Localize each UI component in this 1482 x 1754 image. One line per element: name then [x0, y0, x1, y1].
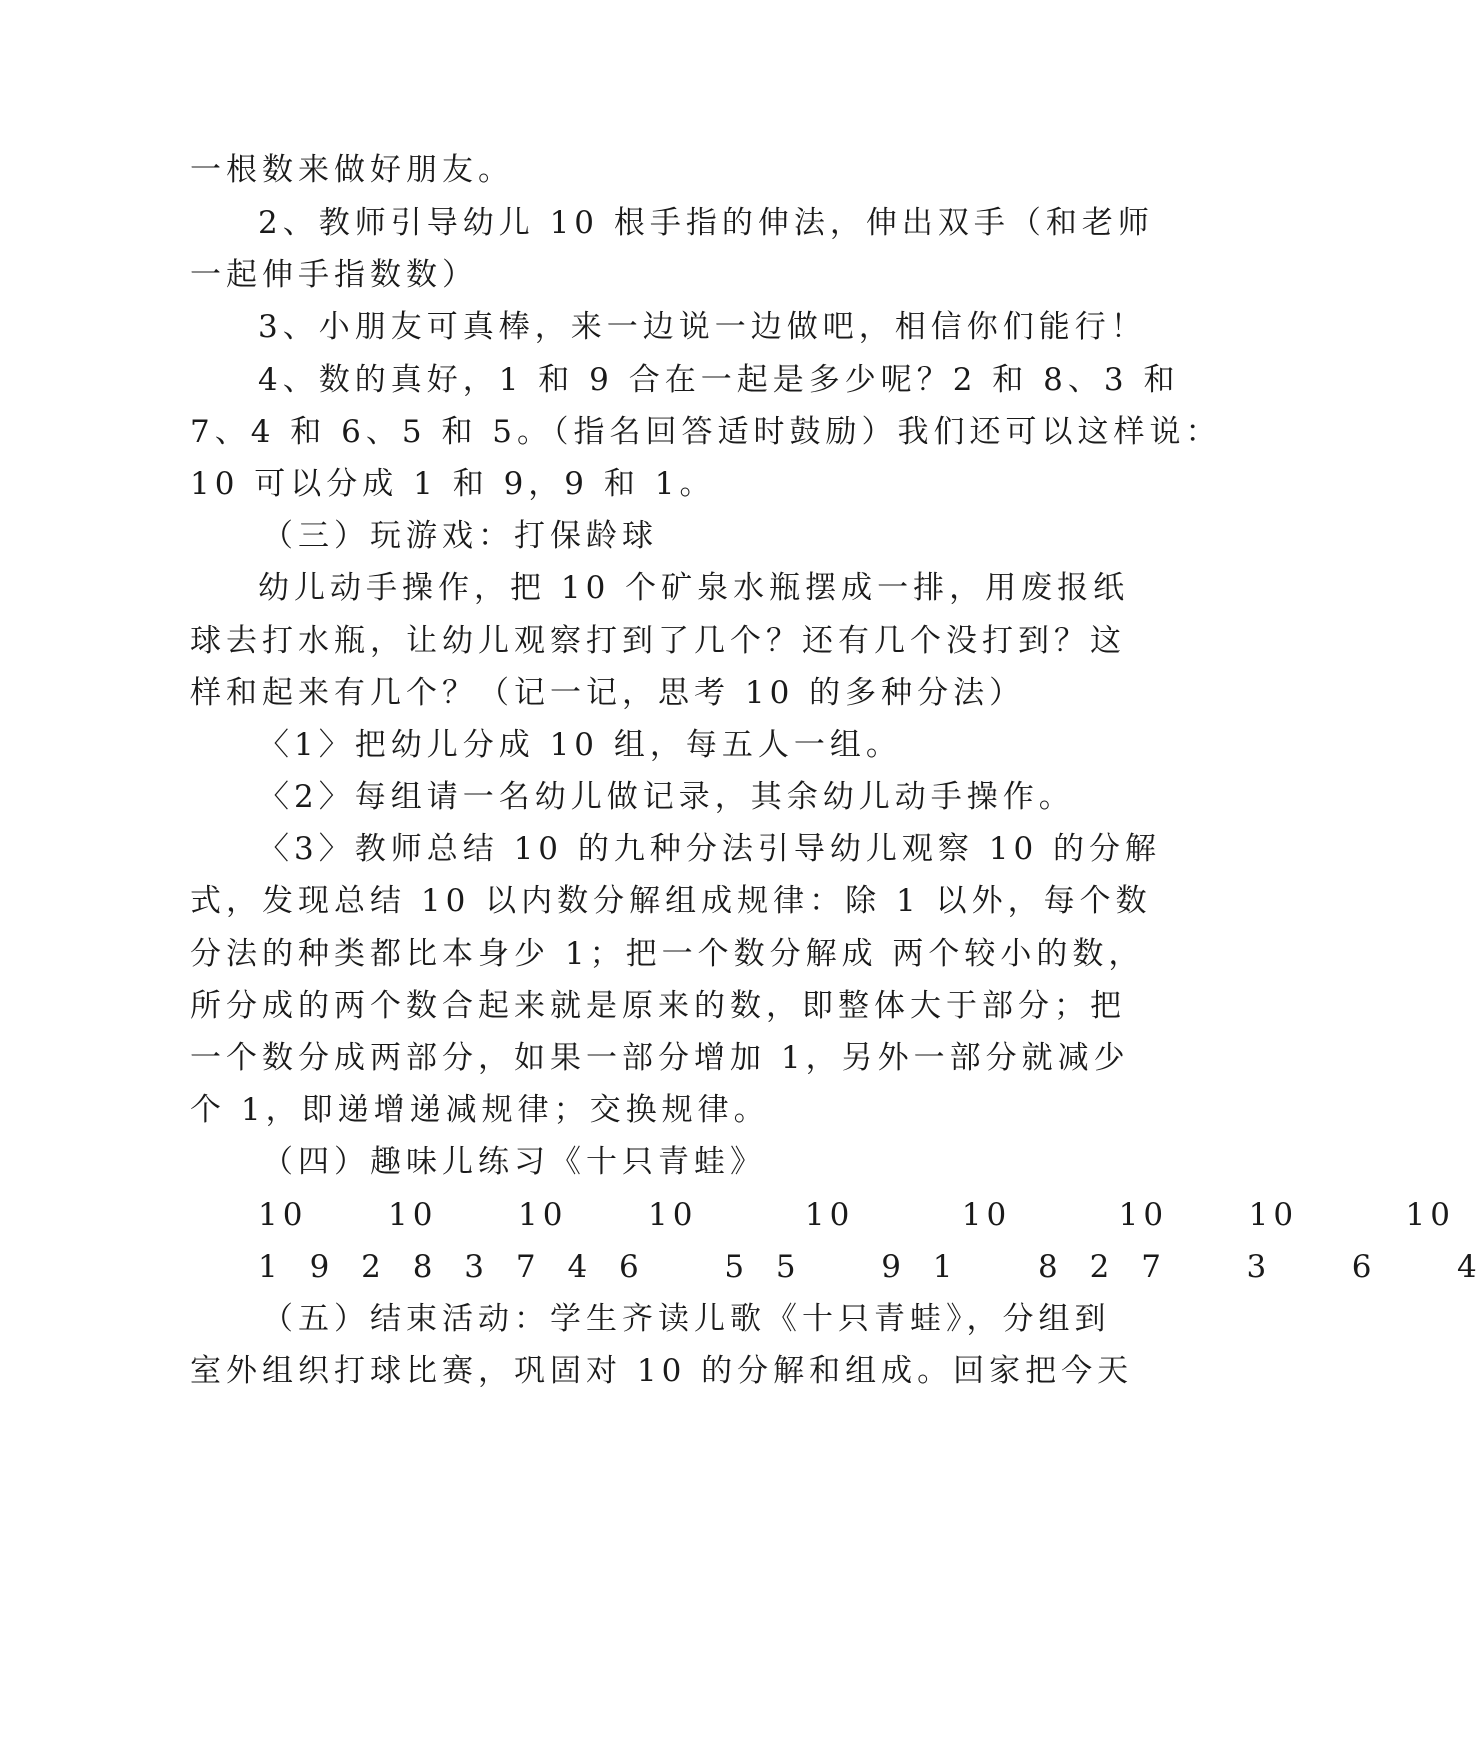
text-line: 一根数来做好朋友。 — [190, 152, 514, 188]
text-line: 室外组织打球比赛，巩固对 10 的分解和组成。回家把今天 — [190, 1353, 1134, 1389]
text-line: 一个数分成两部分，如果一部分增加 1，另外一部分就减少 — [190, 1040, 1130, 1076]
section-heading: （五）结束活动：学生齐读儿歌《十只青蛙》，分组到 — [262, 1301, 1111, 1337]
text-line: 个 1，即递增递减规律；交换规律。 — [190, 1092, 770, 1128]
text-line: 一起伸手指数数） — [190, 257, 478, 293]
text-line: 分法的种类都比本身少 1；把一个数分解成 两个较小的数， — [190, 936, 1145, 972]
list-item: 〈3〉教师总结 10 的九种分法引导幼儿观察 10 的分解 — [258, 831, 1162, 867]
section-heading: （四）趣味儿练习《十只青蛙》 — [262, 1144, 766, 1180]
text-line: 4、数的真好，1 和 9 合在一起是多少呢？2 和 8、3 和 — [258, 362, 1180, 398]
list-item: 〈1〉把幼儿分成 10 组，每五人一组。 — [258, 727, 902, 763]
section-heading: （三）玩游戏：打保龄球 — [262, 518, 658, 554]
text-line: 球去打水瓶，让幼儿观察打到了几个？还有几个没打到？这 — [190, 623, 1126, 659]
text-line: 7、4 和 6、5 和 5。（指名回答适时鼓励）我们还可以这样说： — [190, 414, 1222, 450]
text-line: 样和起来有几个？（记一记，思考 10 的多种分法） — [190, 675, 1026, 711]
text-line: 幼儿动手操作，把 10 个矿泉水瓶摆成一排，用废报纸 — [258, 570, 1130, 606]
text-line: 式，发现总结 10 以内数分解组成规律：除 1 以外，每个数 — [190, 883, 1152, 919]
list-item: 〈2〉每组请一名幼儿做记录，其余幼儿动手操作。 — [258, 779, 1075, 815]
text-line: 2、教师引导幼儿 10 根手指的伸法，伸出双手（和老师 — [258, 205, 1154, 241]
text-line: 10 可以分成 1 和 9，9 和 1。 — [190, 466, 716, 502]
text-line: 3、小朋友可真棒，来一边说一边做吧，相信你们能行！ — [258, 309, 1147, 345]
number-row: 10 10 10 10 10 10 10 10 10 — [258, 1197, 1455, 1233]
number-row: 1 9 2 8 3 7 4 6 5 5 9 1 8 2 7 3 6 4 — [258, 1249, 1482, 1285]
text-line: 所分成的两个数合起来就是原来的数，即整体大于部分；把 — [190, 988, 1126, 1024]
